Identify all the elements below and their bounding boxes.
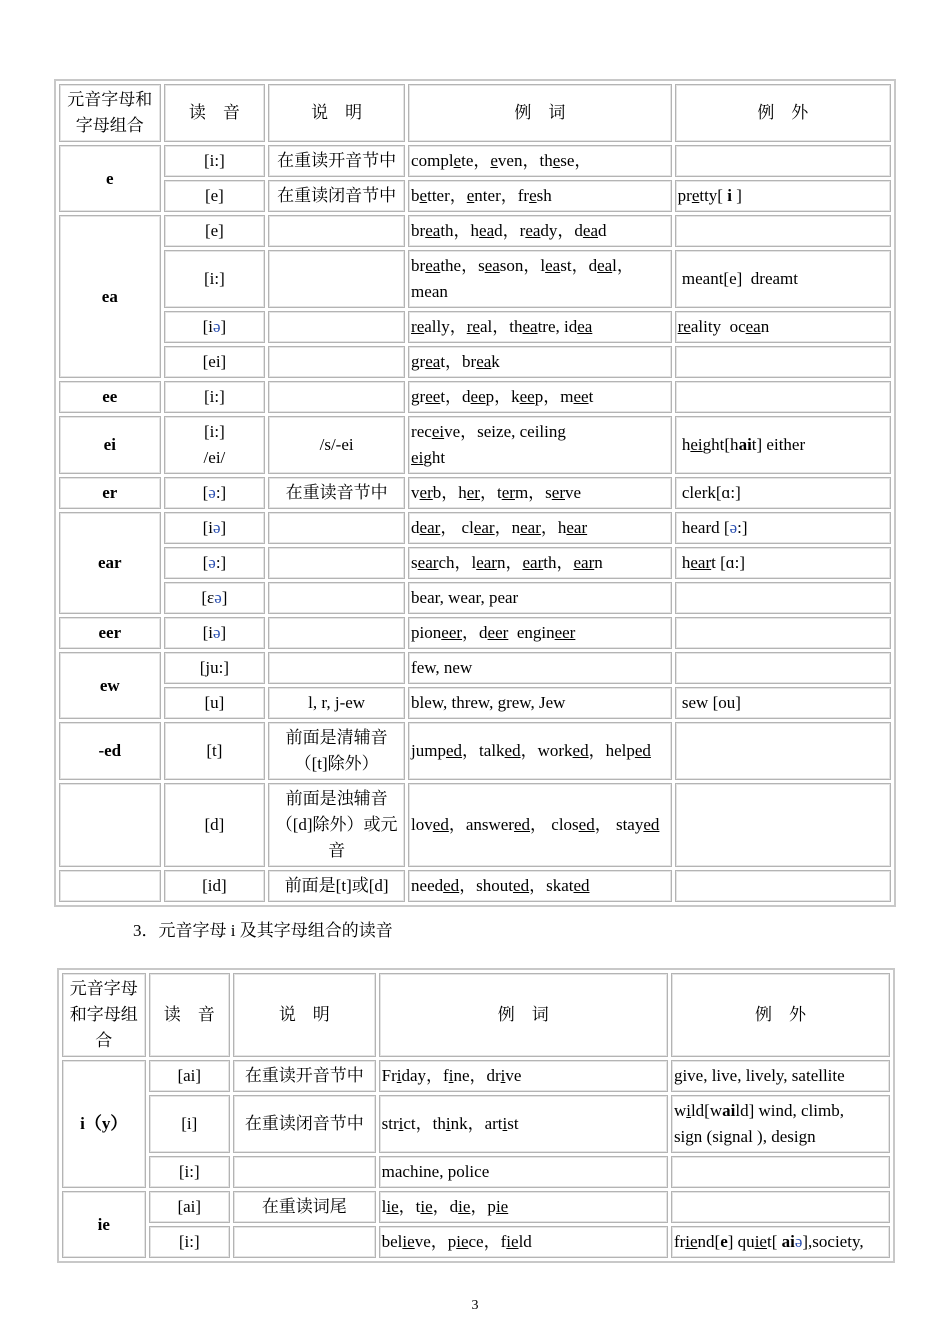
sound: [u] <box>164 687 266 719</box>
exceptions <box>671 1156 890 1188</box>
explanation: 前面是清辅音 （[t]除外） <box>268 722 405 780</box>
examples: few, new <box>408 652 672 684</box>
sound: [i:] <box>164 381 266 413</box>
explanation: 在重读音节中 <box>268 477 405 509</box>
letter-eer: eer <box>59 617 161 649</box>
explanation: 在重读词尾 <box>233 1191 376 1223</box>
exceptions <box>675 215 891 247</box>
explanation <box>268 250 405 308</box>
table-row <box>59 870 891 902</box>
sound: [i:] <box>149 1226 230 1258</box>
examples: complete，even，these， <box>408 145 672 177</box>
header-pronunciation: 读 音 <box>149 973 230 1057</box>
table-row <box>62 1156 890 1188</box>
table-row <box>59 512 891 544</box>
exceptions <box>675 870 891 902</box>
sound: [i:] <box>164 145 266 177</box>
exceptions <box>675 381 891 413</box>
examples: lie，tie，die，pie <box>379 1191 668 1223</box>
letter-er: er <box>59 477 161 509</box>
sound: [d] <box>164 783 266 867</box>
examples: blew, threw, grew, Jew <box>408 687 672 719</box>
table-row <box>59 346 891 378</box>
examples: jumped，talked，worked，helped <box>408 722 672 780</box>
table-row <box>62 1226 890 1258</box>
explanation <box>268 512 405 544</box>
header-exceptions: 例 外 <box>675 84 891 142</box>
sound: [i:] /ei/ <box>164 416 266 474</box>
examples: needed，shouted，skated <box>408 870 672 902</box>
sound: [ai] <box>149 1060 230 1092</box>
exceptions: give, live, lively, satellite <box>671 1060 890 1092</box>
examples: better，enter，fresh <box>408 180 672 212</box>
sound: [i:] <box>149 1156 230 1188</box>
table-row <box>62 1095 890 1153</box>
examples: bear, wear, pear <box>408 582 672 614</box>
header-examples: 例 词 <box>408 84 672 142</box>
header-letter-combination: 元音字母和字母组合 <box>59 84 161 142</box>
vowel-i-table <box>57 968 895 1263</box>
exceptions <box>675 652 891 684</box>
exceptions: wild[waild] wind, climb, sign (signal ), design <box>671 1095 890 1153</box>
section-title: 3．元音字母 i 及其字母组合的读音 <box>133 921 393 940</box>
letter-ea: ea <box>59 215 161 378</box>
letter-i-y: i（y） <box>62 1060 146 1188</box>
letter-ew: ew <box>59 652 161 719</box>
explanation: 在重读闭音节中 <box>233 1095 376 1153</box>
examples: verb，her，term，serve <box>408 477 672 509</box>
vowel-e-table <box>54 79 896 907</box>
header-explanation: 说 明 <box>233 973 376 1057</box>
examples: greet，deep，keep，meet <box>408 381 672 413</box>
examples: machine, police <box>379 1156 668 1188</box>
examples: Friday，fine，drive <box>379 1060 668 1092</box>
table-row <box>59 311 891 343</box>
table-row <box>59 722 891 780</box>
explanation <box>268 311 405 343</box>
table-header-row <box>62 973 890 1057</box>
examples: strict，think，artist <box>379 1095 668 1153</box>
table-row <box>59 547 891 579</box>
table-row <box>59 180 891 212</box>
table-row <box>59 145 891 177</box>
header-letter-combination: 元音字母和字母组合 <box>62 973 146 1057</box>
examples: great，break <box>408 346 672 378</box>
exceptions: reality ocean <box>675 311 891 343</box>
exceptions <box>675 145 891 177</box>
exceptions: heart [ɑ:] <box>675 547 891 579</box>
exceptions <box>675 783 891 867</box>
table-row <box>59 416 891 474</box>
explanation: 在重读开音节中 <box>268 145 405 177</box>
exceptions <box>671 1191 890 1223</box>
exceptions: height[hait] either <box>675 416 891 474</box>
letter-e: e <box>59 145 161 212</box>
table-row <box>59 582 891 614</box>
explanation: /s/-ei <box>268 416 405 474</box>
examples: search，learn，earth，earn <box>408 547 672 579</box>
header-explanation: 说 明 <box>268 84 405 142</box>
letter-ie: ie <box>62 1191 146 1258</box>
table-row <box>59 381 891 413</box>
exceptions: pretty[ i ] <box>675 180 891 212</box>
table-row <box>59 215 891 247</box>
examples: breath，head，ready，dead <box>408 215 672 247</box>
header-exceptions: 例 外 <box>671 973 890 1057</box>
header-examples: 例 词 <box>379 973 668 1057</box>
page-number: 3 <box>471 1298 479 1313</box>
sound: [ei] <box>164 346 266 378</box>
explanation <box>268 547 405 579</box>
explanation <box>268 346 405 378</box>
exceptions: clerk[ɑ:] <box>675 477 891 509</box>
sound: [ai] <box>149 1191 230 1223</box>
exceptions: friend[e] quiet[ aiə],society, <box>671 1226 890 1258</box>
explanation <box>233 1156 376 1188</box>
examples: pioneer，deer engineer <box>408 617 672 649</box>
exceptions <box>675 617 891 649</box>
sound: [e] <box>164 215 266 247</box>
exceptions: heard [ə:] <box>675 512 891 544</box>
explanation <box>268 617 405 649</box>
table-row <box>59 617 891 649</box>
explanation <box>268 652 405 684</box>
examples: believe，piece，field <box>379 1226 668 1258</box>
exceptions <box>675 582 891 614</box>
explanation <box>268 381 405 413</box>
explanation: l, r, j-ew <box>268 687 405 719</box>
explanation: 在重读闭音节中 <box>268 180 405 212</box>
exceptions <box>675 346 891 378</box>
sound: [ju:] <box>164 652 266 684</box>
exceptions <box>675 722 891 780</box>
table-row <box>59 477 891 509</box>
table-row <box>59 783 891 867</box>
sound: [iə] <box>164 512 266 544</box>
letter-ear: ear <box>59 512 161 614</box>
explanation <box>233 1226 376 1258</box>
sound: [iə] <box>164 311 266 343</box>
table-row <box>59 687 891 719</box>
examples: dear， clear，near，hear <box>408 512 672 544</box>
letter-empty <box>59 783 161 867</box>
letter-ei: ei <box>59 416 161 474</box>
sound: [ə:] <box>164 547 266 579</box>
table-row <box>59 652 891 684</box>
sound: [e] <box>164 180 266 212</box>
header-pronunciation: 读 音 <box>164 84 266 142</box>
table-row <box>62 1191 890 1223</box>
table-header-row <box>59 84 891 142</box>
sound: [εə] <box>164 582 266 614</box>
letter-empty <box>59 870 161 902</box>
explanation: 前面是浊辅音 （[d]除外）或元音 <box>268 783 405 867</box>
examples: breathe，season，least，deal，mean <box>408 250 672 308</box>
explanation: 前面是[t]或[d] <box>268 870 405 902</box>
sound: [t] <box>164 722 266 780</box>
sound: [i:] <box>164 250 266 308</box>
examples: receive，seize, ceiling eight <box>408 416 672 474</box>
table-row <box>59 250 891 308</box>
sound: [id] <box>164 870 266 902</box>
suffix-ed: -ed <box>59 722 161 780</box>
sound: [ə:] <box>164 477 266 509</box>
table-row <box>62 1060 890 1092</box>
explanation <box>268 582 405 614</box>
letter-ee: ee <box>59 381 161 413</box>
exceptions: meant[e] dreamt <box>675 250 891 308</box>
explanation <box>268 215 405 247</box>
explanation: 在重读开音节中 <box>233 1060 376 1092</box>
sound: [i] <box>149 1095 230 1153</box>
exceptions: sew [ou] <box>675 687 891 719</box>
sound: [iə] <box>164 617 266 649</box>
examples: loved，answered， closed， stayed <box>408 783 672 867</box>
examples: really，real，theatre, idea <box>408 311 672 343</box>
